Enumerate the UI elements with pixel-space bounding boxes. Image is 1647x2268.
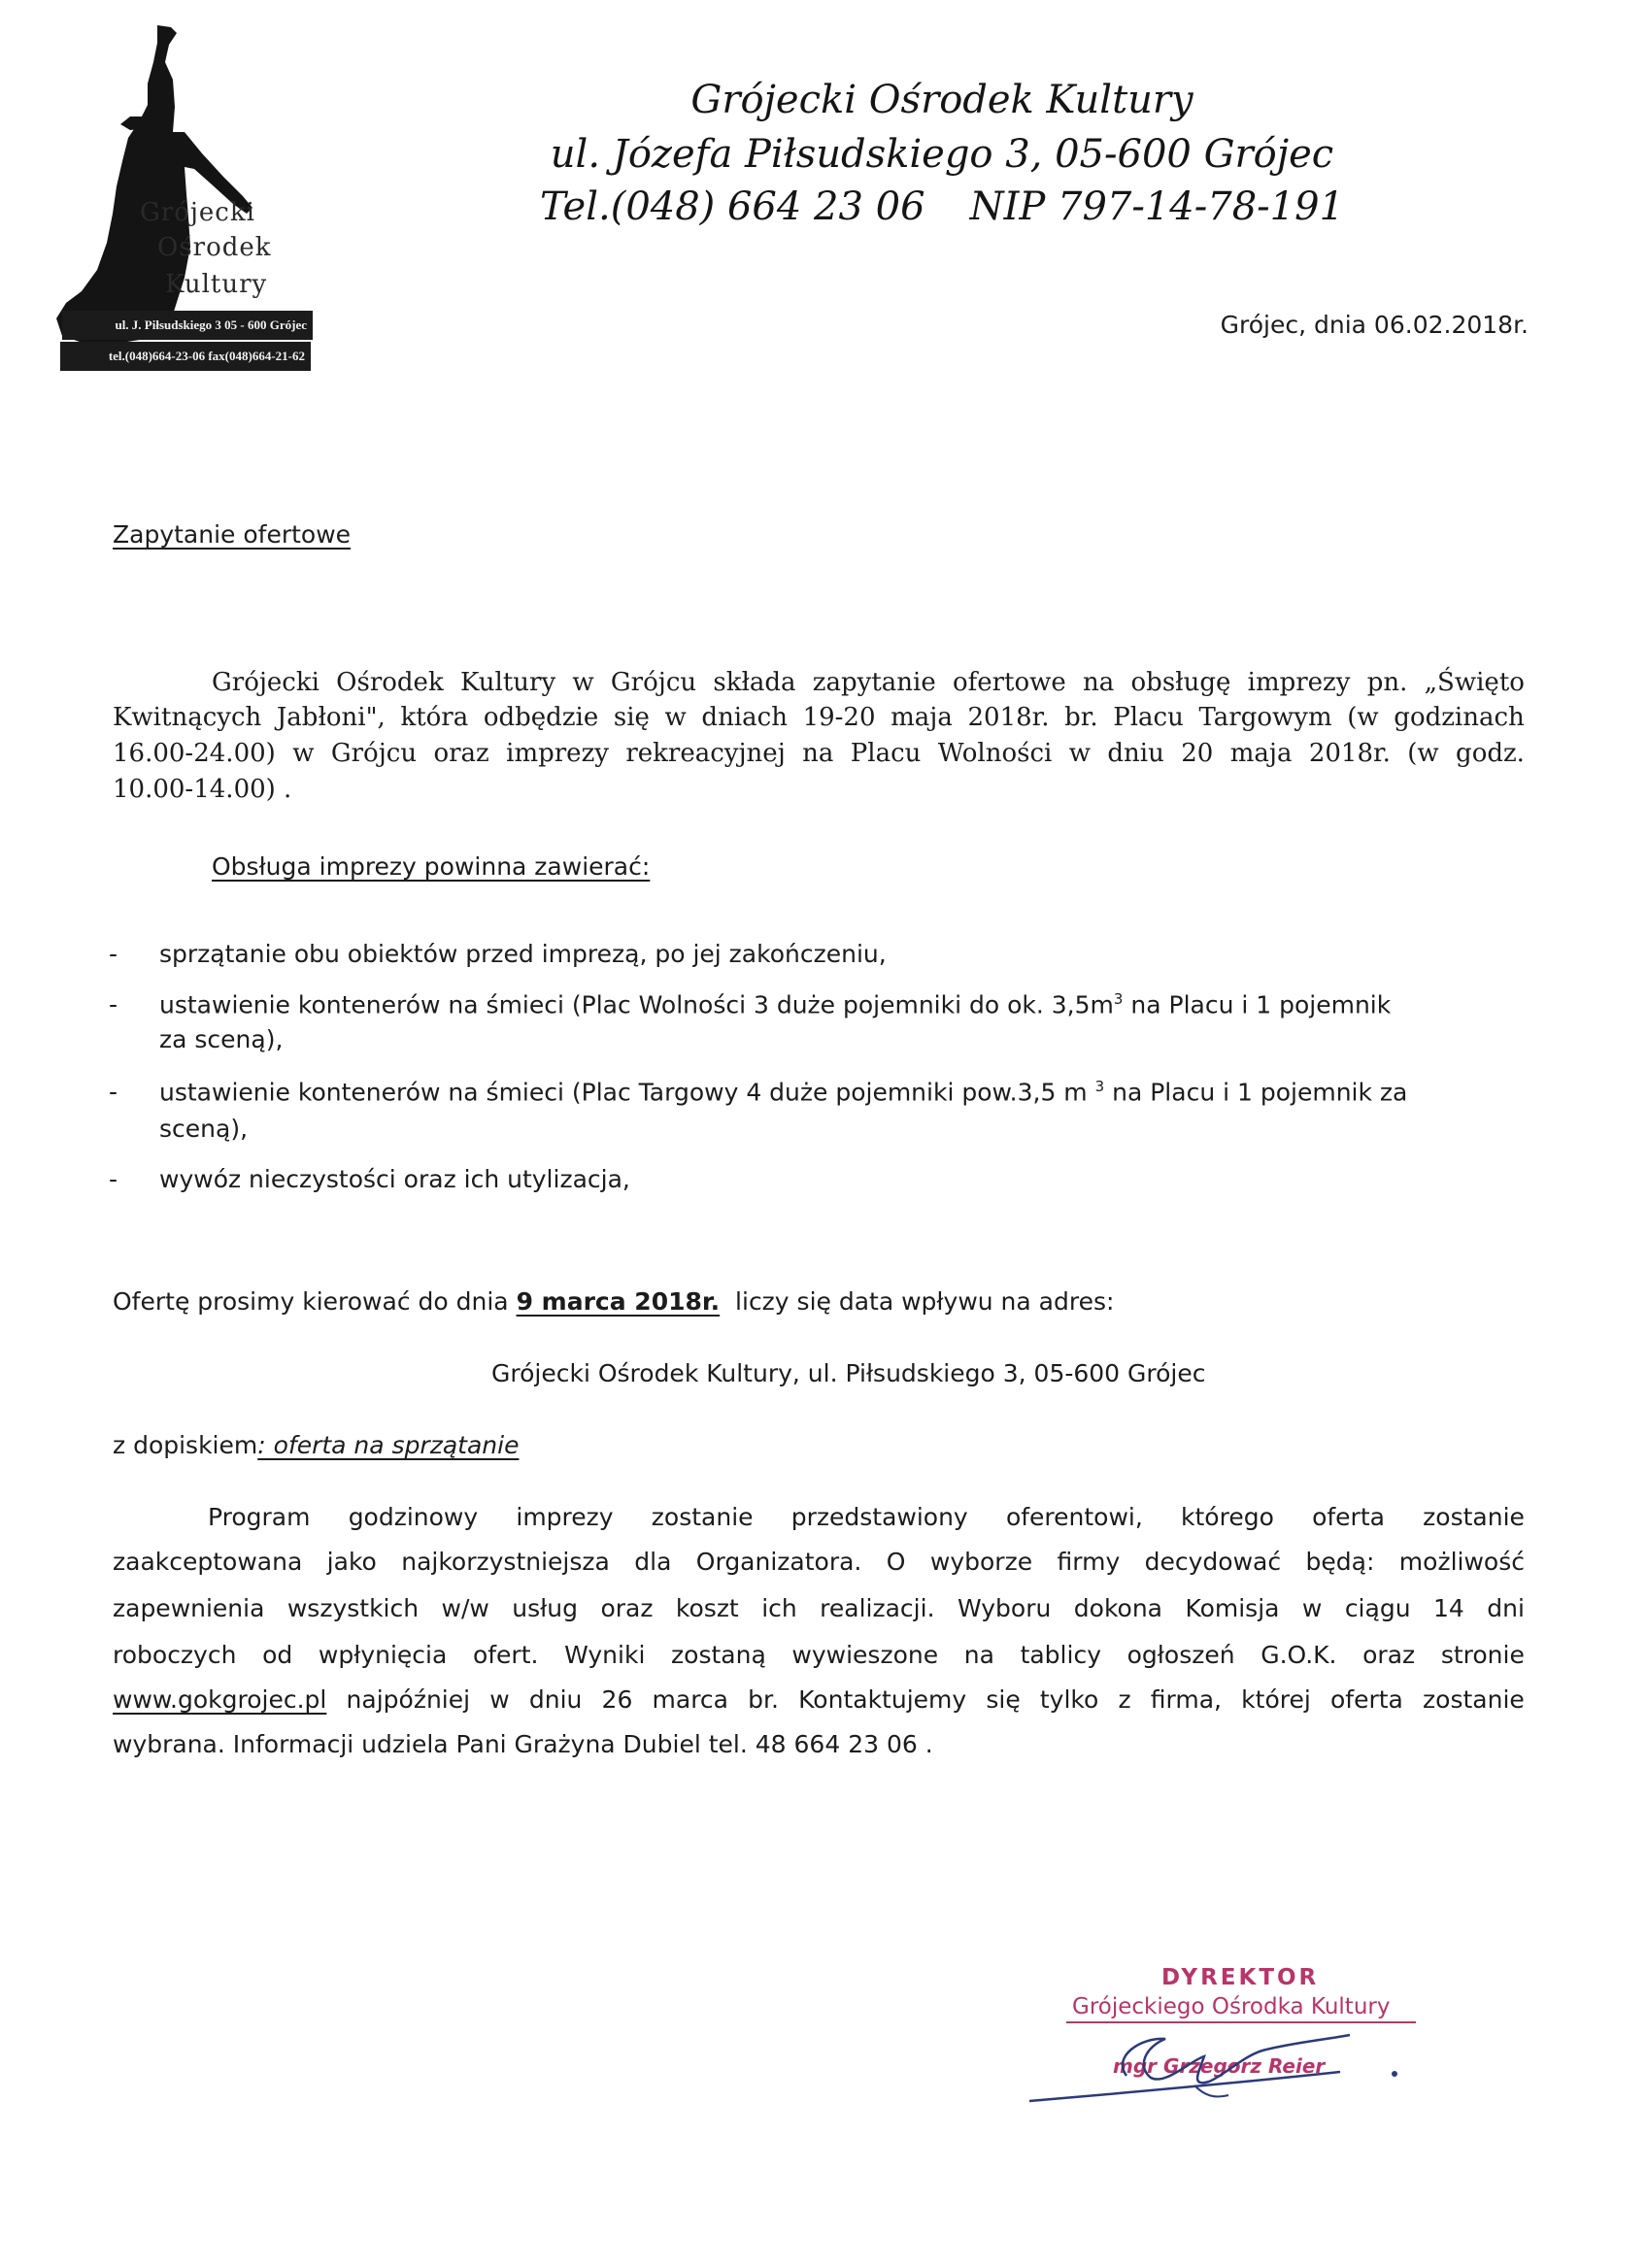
header-phone: Tel.(048) 664 23 06 (539, 184, 925, 229)
program-word: firma, (1150, 1685, 1222, 1714)
program-word: Wyboru (957, 1594, 1052, 1622)
intro-word: 16.00-24.00) (113, 739, 276, 768)
intro-word: maja (1229, 739, 1293, 768)
annotation-value: : oferta na sprzątanie (257, 1431, 520, 1459)
intro-word: dniu (1107, 739, 1164, 768)
intro-line-1 (212, 668, 1525, 697)
program-word: Program (208, 1503, 311, 1531)
logo-phone-bar: tel.(048)664-23-06 fax(048)664-21-62 (60, 342, 311, 371)
bullet-item-continuation: sceną), (159, 1115, 249, 1143)
program-word: wyborze (929, 1548, 1033, 1576)
program-word: marca (652, 1685, 728, 1714)
logo-address-bar: ul. J. Piłsudskiego 3 05 - 600 Grójec (62, 311, 313, 340)
program-word: jako (326, 1548, 377, 1576)
program-word: od (262, 1641, 293, 1669)
program-word: realizacji. (820, 1594, 935, 1622)
bullet-item-containers-wolnosci (159, 990, 1391, 1018)
superscript: 3 (1113, 990, 1124, 1008)
program-word: zaakceptowana (113, 1548, 303, 1576)
intro-word: się (613, 703, 650, 732)
intro-word: Placu (850, 739, 922, 768)
intro-word: „Święto (1424, 668, 1525, 697)
program-word: najkorzystniejsza (401, 1548, 610, 1576)
annotation-line (113, 1431, 519, 1459)
program-word: 26 (601, 1685, 633, 1714)
bullet-dash: - (109, 1165, 118, 1193)
header-address: ul. Józefa Piłsudskiego 3, 05-600 Grójec (550, 132, 1334, 177)
program-line-5 (113, 1685, 1525, 1714)
program-line-2 (113, 1548, 1525, 1576)
program-word: roboczych (113, 1641, 237, 1669)
intro-word: (w (1407, 739, 1439, 768)
program-word: tablicy (1020, 1641, 1101, 1669)
program-word: zostanie (1423, 1503, 1525, 1531)
deadline-prefix: Ofertę prosimy kierować do dnia (113, 1287, 517, 1316)
intro-word: (w (1347, 703, 1379, 732)
program-word: w/w (441, 1594, 489, 1622)
website-link[interactable]: www.gokgrojec.pl (113, 1685, 327, 1714)
program-word: której (1241, 1685, 1311, 1714)
program-word: możliwość (1398, 1548, 1525, 1576)
program-line-1 (208, 1503, 1525, 1531)
program-word: Kontaktujemy (798, 1685, 967, 1714)
intro-word: Jabłoni", (276, 703, 386, 732)
program-word: Organizatora. (695, 1548, 862, 1576)
intro-line-3 (113, 739, 1525, 768)
intro-word: imprezy (506, 739, 609, 768)
intro-word: w (292, 739, 315, 768)
program-word: godzinowy (348, 1503, 479, 1531)
intro-word: imprezy (1247, 668, 1351, 697)
intro-line-2 (113, 703, 1525, 732)
deadline-line (113, 1287, 1114, 1316)
program-word: dokona (1073, 1594, 1162, 1622)
intro-word: dniach (701, 703, 788, 732)
intro-word: Wolności (937, 739, 1053, 768)
program-word: którego (1181, 1503, 1274, 1531)
intro-word: br. (1064, 703, 1098, 732)
program-word: ofert. (472, 1641, 539, 1669)
logo-word: Ośrodek (157, 233, 272, 262)
superscript: 3 (1094, 1078, 1105, 1095)
intro-word: 2018r. (1308, 739, 1391, 768)
program-word: ogłoszeń (1126, 1641, 1235, 1669)
program-word: firmy (1057, 1548, 1121, 1576)
program-word: wszystkich (286, 1594, 420, 1622)
program-word: zostanie (651, 1503, 754, 1531)
logo-word: Grójecki (140, 198, 255, 227)
program-word: oraz (1362, 1641, 1416, 1669)
intro-word: 19-20 (802, 703, 876, 732)
program-word: zapewnienia (113, 1594, 265, 1622)
program-word: Komisja (1185, 1594, 1280, 1622)
bullet-text: na Placu i 1 pojemnik za (1104, 1078, 1408, 1107)
intro-word: Placu (1113, 703, 1184, 732)
program-word: będą: (1305, 1548, 1375, 1576)
delivery-address: Grójecki Ośrodek Kultury, ul. Piłsudskiego 3, 05-600 Grójec (491, 1359, 1206, 1387)
bullet-item-containers-targowy (159, 1078, 1407, 1106)
program-word: G.O.K. (1260, 1641, 1337, 1669)
intro-word: rekreacyjnej (625, 739, 786, 768)
intro-word: na (802, 739, 834, 768)
subject-heading: Zapytanie ofertowe (113, 520, 352, 549)
program-word: ich (761, 1594, 797, 1622)
program-word: przedstawiony (790, 1503, 968, 1531)
intro-word: maja (891, 703, 953, 732)
program-word: w (1301, 1594, 1323, 1622)
intro-word: w (1068, 739, 1092, 768)
program-word: ciągu (1344, 1594, 1411, 1622)
logo (56, 23, 319, 377)
deadline-suffix: liczy się data wpływu na adres: (720, 1287, 1115, 1316)
program-word: oferta (1329, 1685, 1403, 1714)
intro-word: składa (713, 668, 796, 697)
intro-word: Grójcu (330, 739, 418, 768)
bullet-dash: - (109, 1078, 118, 1106)
bullet-item-continuation: za sceną), (159, 1025, 284, 1053)
deadline-date: 9 marca 2018r. (516, 1287, 721, 1316)
stamp-title: DYREKTOR (1161, 1965, 1320, 1990)
bullet-text: ustawienie kontenerów na śmieci (Plac Wolności 3 duże pojemniki do ok. 3,5m (159, 990, 1114, 1019)
intro-word: odbędzie (483, 703, 599, 732)
intro-word: ofertowe (952, 668, 1066, 697)
stamp-organization: Grójeckiego Ośrodka Kultury (1072, 1994, 1391, 2019)
header-contact (369, 184, 1515, 229)
program-word: dni (1487, 1594, 1525, 1622)
stamp-director-name: mgr Grzegorz Reier (1113, 2054, 1326, 2078)
program-word: koszt (675, 1594, 739, 1622)
program-word: wpłynięcia (318, 1641, 448, 1669)
bullet-dash: - (109, 990, 118, 1018)
intro-word: 2018r. (967, 703, 1050, 732)
intro-word: która (400, 703, 469, 732)
intro-line-4: 10.00-14.00) . (113, 775, 292, 804)
signature-icon (1020, 2018, 1408, 2115)
intro-word: godzinach (1394, 703, 1525, 732)
program-word: zostanie (1423, 1685, 1525, 1714)
scope-heading: Obsługa imprezy powinna zawierać: (212, 852, 651, 881)
program-word: w (489, 1685, 510, 1714)
intro-word: Ośrodek (336, 668, 444, 697)
program-word: dniu (528, 1685, 583, 1714)
program-word: oferta (1312, 1503, 1385, 1531)
program-word: 14 (1432, 1594, 1464, 1622)
program-line-6: wybrana. Informacji udziela Pani Grażyna Dubiel tel. 48 664 23 06 . (113, 1730, 933, 1758)
program-word: tylko (1039, 1685, 1099, 1714)
program-word: oferentowi, (1005, 1503, 1143, 1531)
program-word: stronie (1440, 1641, 1525, 1669)
program-word: oraz (600, 1594, 654, 1622)
intro-word: Targowym (1198, 703, 1332, 732)
program-word: decydować (1144, 1548, 1282, 1576)
intro-word: na (1083, 668, 1115, 697)
bullet-text: na Placu i 1 pojemnik (1123, 990, 1392, 1019)
logo-word: Kultury (165, 270, 268, 299)
intro-word: Kultury (459, 668, 556, 697)
program-word: br. (748, 1685, 779, 1714)
program-word: usług (512, 1594, 578, 1622)
program-word: O (886, 1548, 906, 1576)
intro-word: oraz (433, 739, 489, 768)
intro-word: pn. (1366, 668, 1408, 697)
header-org-name: Grójecki Ośrodek Kultury (690, 78, 1193, 122)
intro-word: zapytanie (812, 668, 936, 697)
program-word: na (963, 1641, 994, 1669)
intro-word: Kwitnących (113, 703, 262, 732)
program-word: Wyniki (564, 1641, 646, 1669)
intro-word: godz. (1456, 739, 1525, 768)
date-line: Grójec, dnia 06.02.2018r. (1220, 311, 1529, 339)
intro-word: w (664, 703, 687, 732)
program-line-3 (113, 1594, 1525, 1622)
program-word: najpóźniej (346, 1685, 471, 1714)
annotation-prefix: z dopiskiem (113, 1431, 258, 1459)
program-word: imprezy (516, 1503, 614, 1531)
intro-word: 20 (1181, 739, 1214, 768)
program-word: z (1118, 1685, 1131, 1714)
header-nip: NIP 797-14-78-191 (969, 184, 1345, 229)
program-word: wywieszone (791, 1641, 939, 1669)
bullet-text: ustawienie kontenerów na śmieci (Plac Targowy 4 duże pojemniki pow.3,5 m (159, 1078, 1095, 1107)
intro-word: Grójecki (212, 668, 319, 697)
intro-word: Grójcu (610, 668, 697, 697)
bullet-dash: - (109, 940, 118, 968)
intro-word: w (572, 668, 594, 697)
program-word: się (986, 1685, 1021, 1714)
program-word: zostaną (671, 1641, 766, 1669)
intro-word: obsługę (1130, 668, 1231, 697)
program-word: dla (634, 1548, 672, 1576)
bullet-item-cleaning: sprzątanie obu obiektów przed imprezą, po jej zakończeniu, (159, 940, 887, 968)
bullet-item-waste: wywóz nieczystości oraz ich utylizacja, (159, 1165, 630, 1193)
program-line-4 (113, 1641, 1525, 1669)
